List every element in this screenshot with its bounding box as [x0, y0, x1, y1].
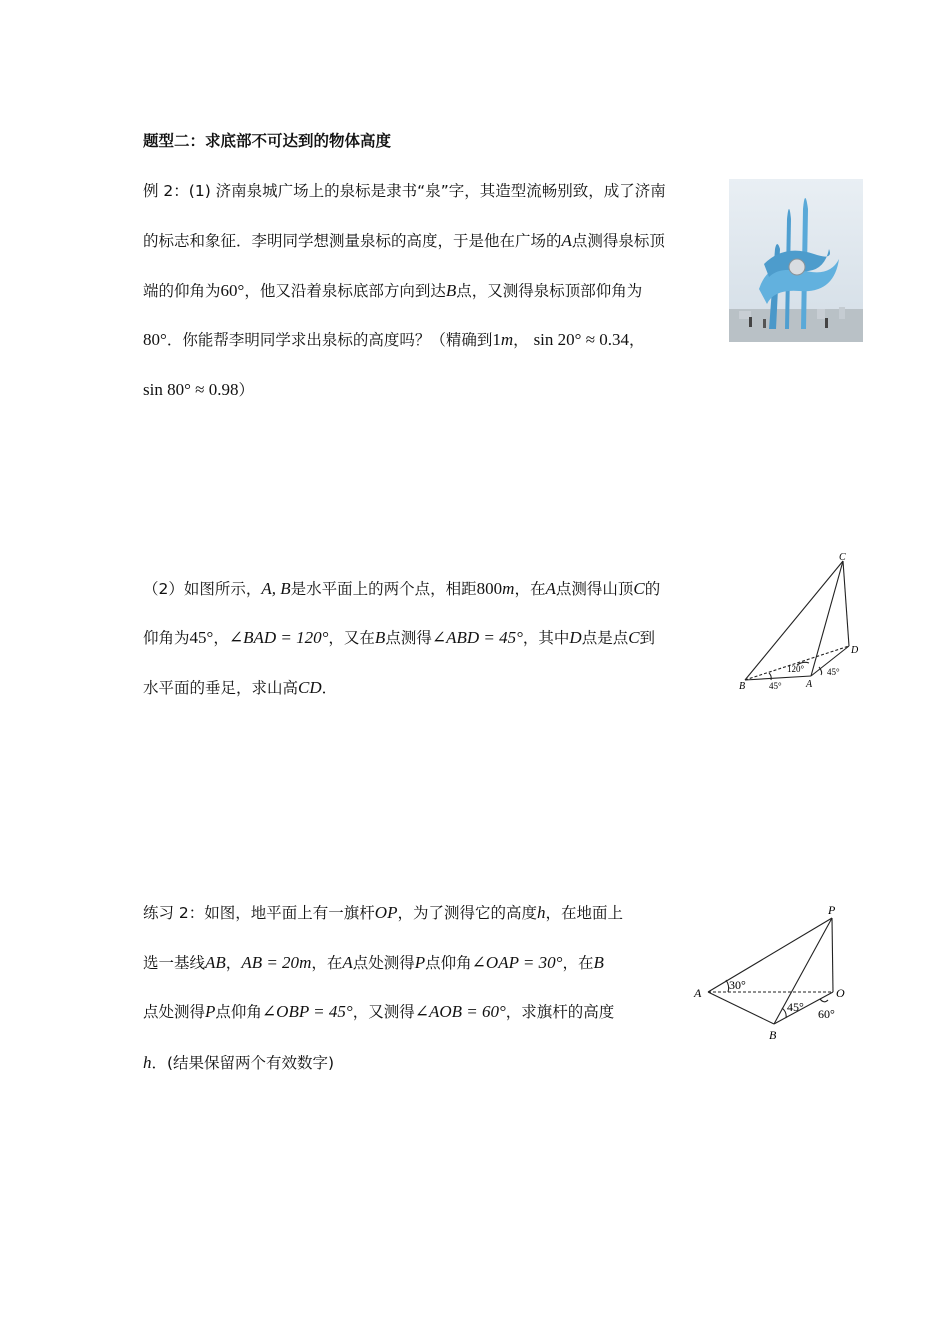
angle-30: 30° — [729, 978, 746, 992]
text: ，又测得 — [352, 1003, 415, 1021]
math-num: 1 — [492, 330, 501, 349]
text: 点测得 — [385, 629, 432, 647]
math-var: h — [536, 903, 546, 922]
text: ，在 — [514, 580, 546, 598]
math-var: A, B — [261, 579, 291, 598]
text: ，又在 — [328, 629, 375, 647]
math-var: m — [500, 330, 514, 349]
math-num: 80° — [143, 330, 167, 349]
text: ， — [629, 331, 645, 349]
text: ，为了测得它的高度 — [397, 904, 537, 922]
text: ，其中 — [522, 629, 570, 647]
text: ， — [513, 331, 529, 349]
math-expr: ∠ABD = 45° — [431, 628, 523, 647]
practice2-line-2 — [143, 953, 604, 973]
math-var: C — [628, 628, 640, 647]
text: 练习 2：如图，地平面上有一旗杆 — [143, 904, 375, 922]
label-c: C — [839, 552, 846, 563]
practice2-line-1 — [143, 903, 623, 923]
text: 点处测得 — [143, 1003, 206, 1021]
math-var: P — [414, 953, 426, 972]
ex2-line-4 — [143, 330, 645, 350]
math-var: A — [545, 579, 556, 598]
text: ，在地面上 — [545, 904, 623, 922]
text: ．(结果保留两个有效数字) — [151, 1054, 335, 1072]
math-expr: ∠OBP = 45° — [261, 1002, 353, 1021]
ex2b-line-1 — [143, 579, 660, 599]
text: 水平面的垂足，求山高 — [143, 679, 299, 697]
mountain-figure — [735, 548, 865, 700]
math-var: A — [342, 953, 353, 972]
math-var: C — [633, 579, 645, 598]
math-num: 45° — [189, 628, 214, 647]
angle-45-b: 45° — [769, 681, 782, 691]
ex2-line-1 — [143, 181, 666, 201]
math-var: m — [299, 953, 312, 972]
math-expr: ∠AOB = 60° — [414, 1002, 506, 1021]
text: 点仰角 — [215, 1003, 262, 1021]
text: ， — [213, 629, 229, 647]
label-o: O — [836, 986, 845, 1000]
label-b: B — [769, 1028, 777, 1042]
label-b: B — [739, 681, 746, 692]
math-var: h — [143, 1053, 152, 1072]
monument-photo — [729, 179, 863, 342]
math-var: A — [561, 231, 572, 250]
angle-60: 60° — [818, 1007, 835, 1021]
math-var: D — [569, 628, 582, 647]
text: 点测得泉标顶 — [571, 232, 665, 250]
text: （2）如图所示， — [143, 580, 262, 598]
ex2b-line-2 — [143, 628, 655, 648]
text: 的 — [644, 580, 661, 598]
math-var: m — [502, 579, 515, 598]
math-num: sin 20° ≈ 0.34 — [533, 330, 630, 349]
practice2-line-3 — [143, 1002, 614, 1022]
angle-120: 120° — [787, 664, 805, 674]
section-heading: 题型二：求底部不可达到的物体高度 — [143, 132, 392, 150]
text: 仰角为 — [143, 629, 190, 647]
label-d: D — [851, 645, 859, 656]
ex2-line-2 — [143, 231, 665, 251]
math-var: OP — [374, 903, 398, 922]
flagpole-figure — [690, 900, 855, 1052]
text: 点测得山顶 — [555, 580, 634, 598]
math-num: sin 80° ≈ 0.98 — [143, 380, 239, 399]
ex2-line-5 — [143, 380, 254, 400]
math-var: B — [374, 628, 386, 647]
text: ，他又沿着泉标底部方向到达 — [244, 282, 446, 300]
math-expr: ∠BAD = 120° — [228, 628, 329, 647]
text: ，在 — [562, 954, 594, 972]
ex2b-line-3 — [143, 678, 337, 698]
math-var: CD — [298, 678, 322, 697]
text: 点，又测得泉标顶部仰角为 — [456, 282, 643, 300]
text: 例 2：(1) 济南泉城广场上的泉标是隶书“泉”字，其造型流畅别致，成了济南 — [143, 182, 666, 200]
math-expr: AB = 20 — [241, 953, 300, 972]
text: 点处测得 — [352, 954, 415, 972]
text: ．你能帮李明同学求出泉标的高度吗？（精确到 — [166, 331, 493, 349]
ex2-line-3 — [143, 281, 642, 301]
text: 端的仰角为 — [143, 282, 221, 300]
text: 的标志和象征．李明同学想测量泉标的高度，于是他在广场的 — [143, 232, 562, 250]
text: ） — [238, 381, 254, 399]
text: 点是点 — [581, 629, 629, 647]
math-num: 800 — [476, 579, 503, 598]
text: 选一基线 — [143, 954, 206, 972]
text: 是水平面上的两个点，相距 — [290, 580, 477, 598]
text: ，在 — [311, 954, 343, 972]
practice2-line-4 — [143, 1053, 334, 1073]
math-var: B — [593, 953, 604, 972]
label-a: A — [806, 679, 813, 690]
math-num: 60° — [220, 281, 245, 300]
math-expr: ∠OAP = 30° — [471, 953, 563, 972]
label-a: A — [694, 986, 702, 1000]
text: 点仰角 — [425, 954, 472, 972]
math-var: B — [445, 281, 457, 300]
text: 到 — [639, 629, 656, 647]
text: ，求旗杆的高度 — [505, 1003, 615, 1021]
angle-45: 45° — [787, 1000, 804, 1014]
label-p: P — [828, 903, 836, 917]
math-var: AB — [205, 953, 226, 972]
text: ， — [225, 954, 242, 972]
angle-45-a: 45° — [827, 667, 840, 677]
math-var: P — [205, 1002, 216, 1021]
text: ． — [321, 679, 338, 697]
